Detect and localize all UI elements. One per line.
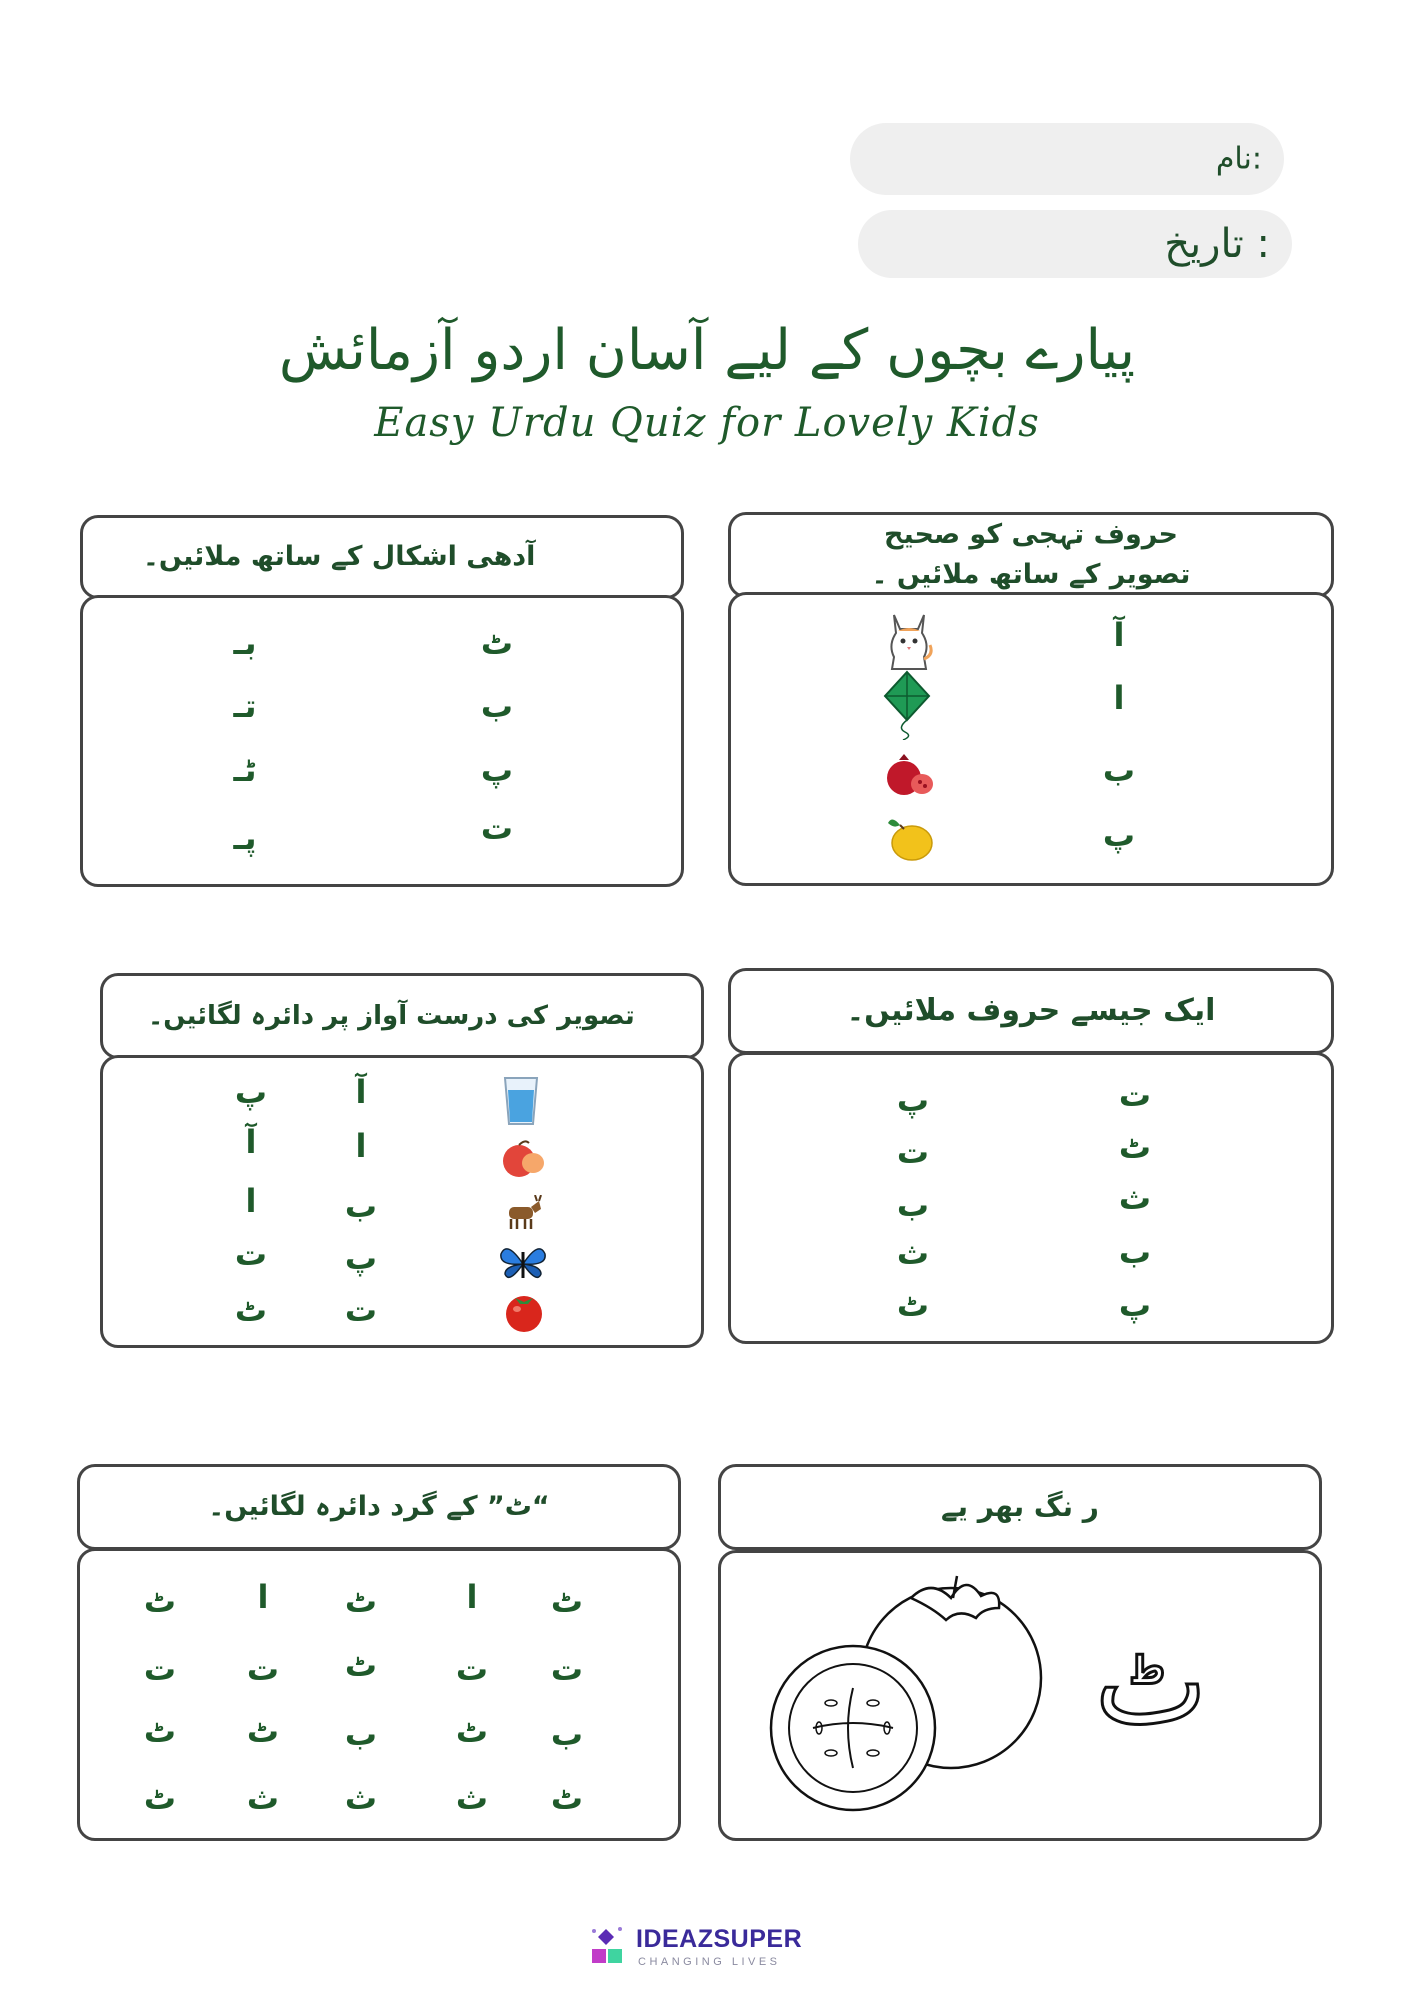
sound-circle-header bbox=[100, 973, 704, 1059]
grid-letter[interactable]: ٹ bbox=[550, 1582, 584, 1620]
letter: بـ bbox=[233, 624, 257, 662]
option-letter[interactable]: آ bbox=[355, 1073, 367, 1111]
grid-letter[interactable]: ت bbox=[455, 1650, 489, 1688]
half-shapes-heading: آدھی اشکال کے ساتھ ملائیں۔ bbox=[143, 541, 536, 572]
circle-tay-box bbox=[77, 1548, 681, 1841]
option-letter[interactable]: ٹ bbox=[234, 1291, 268, 1329]
grid-letter[interactable]: ٹ bbox=[246, 1712, 280, 1750]
peach-icon bbox=[499, 1137, 547, 1179]
letter: پ bbox=[1102, 816, 1136, 854]
letter: ت bbox=[480, 809, 514, 847]
option-letter[interactable]: ت bbox=[234, 1235, 268, 1273]
sound-circle-heading: تصویر کی درست آواز پر دائرہ لگائیں۔ bbox=[148, 1001, 635, 1031]
letter: تـ bbox=[233, 687, 257, 725]
letter: ت bbox=[1118, 1076, 1152, 1114]
date-field[interactable] bbox=[858, 210, 1292, 278]
letter: ب bbox=[896, 1186, 930, 1224]
letter: ا bbox=[1113, 679, 1125, 717]
letter: ث bbox=[1118, 1179, 1152, 1217]
grid-letter[interactable]: ٹ bbox=[143, 1779, 177, 1817]
option-letter[interactable]: ت bbox=[344, 1291, 378, 1329]
letter: پ bbox=[1118, 1286, 1152, 1324]
half-shapes-header bbox=[80, 515, 684, 599]
match-picture-header bbox=[728, 512, 1334, 598]
name-field[interactable] bbox=[850, 123, 1284, 195]
option-letter[interactable]: ب bbox=[344, 1187, 378, 1225]
option-letter[interactable]: پ bbox=[344, 1239, 378, 1277]
letter: آ bbox=[1113, 616, 1125, 654]
grid-letter[interactable]: ا bbox=[466, 1578, 478, 1616]
option-letter[interactable]: ا bbox=[245, 1182, 257, 1220]
letter: ب bbox=[480, 687, 514, 725]
half-shapes-box bbox=[80, 595, 684, 887]
letter: پ bbox=[480, 751, 514, 789]
grid-letter[interactable]: ٹ bbox=[344, 1646, 378, 1684]
tomato-icon bbox=[501, 1289, 547, 1333]
outline-letter[interactable]: ٹ bbox=[1094, 1613, 1208, 1753]
letter: پ bbox=[896, 1081, 930, 1119]
grid-letter[interactable]: ث bbox=[344, 1779, 378, 1817]
same-letters-header bbox=[728, 968, 1334, 1054]
letter: ٹ bbox=[896, 1286, 930, 1324]
color-fill-header bbox=[718, 1464, 1322, 1550]
grid-letter[interactable]: ب bbox=[550, 1715, 584, 1753]
date-label: تاریخ : bbox=[1164, 221, 1270, 267]
page-title: پیارے بچوں کے لیے آسان اردو آزمائش bbox=[278, 318, 1136, 383]
same-letters-heading: ایک جیسے حروف ملائیں۔ bbox=[846, 993, 1216, 1028]
grid-letter[interactable]: ٹ bbox=[344, 1582, 378, 1620]
grid-letter[interactable]: ب bbox=[344, 1715, 378, 1753]
grid-letter[interactable]: ث bbox=[455, 1779, 489, 1817]
option-letter[interactable]: آ bbox=[245, 1123, 257, 1161]
letter: ت bbox=[896, 1133, 930, 1171]
water-glass-icon bbox=[501, 1076, 541, 1126]
letter: ٹ bbox=[480, 624, 514, 662]
option-letter[interactable]: پ bbox=[234, 1073, 268, 1111]
circle-tay-header bbox=[77, 1464, 681, 1550]
option-letter[interactable]: ا bbox=[355, 1127, 367, 1165]
color-fill-heading: ر نگ بھر یے bbox=[941, 1490, 1099, 1523]
page-subtitle: Easy Urdu Quiz for Lovely Kids bbox=[374, 400, 1040, 446]
grid-letter[interactable]: ت bbox=[246, 1650, 280, 1688]
grid-letter[interactable]: ت bbox=[550, 1650, 584, 1688]
mango-icon bbox=[884, 811, 938, 865]
grid-letter[interactable]: ٹ bbox=[143, 1582, 177, 1620]
tomato-outline-icon[interactable] bbox=[761, 1568, 1051, 1818]
color-fill-box bbox=[718, 1550, 1322, 1841]
brand-logo bbox=[588, 1925, 828, 1973]
grid-letter[interactable]: ا bbox=[257, 1578, 269, 1616]
letter: ٹ bbox=[1118, 1128, 1152, 1166]
grid-letter[interactable]: ٹ bbox=[455, 1712, 489, 1750]
letter: ٹـ bbox=[233, 751, 257, 789]
kite-icon bbox=[877, 670, 937, 740]
match-picture-box bbox=[728, 592, 1334, 886]
pomegranate-icon bbox=[882, 752, 936, 798]
goat-icon bbox=[501, 1195, 545, 1231]
circle-tay-heading: “ٹ” کے گرد دائرہ لگائیں۔ bbox=[208, 1491, 550, 1522]
match-picture-heading: حروف تہجی کو صحیح تصویر کے ساتھ ملائیں ۔ bbox=[871, 519, 1191, 590]
same-letters-box bbox=[728, 1052, 1334, 1344]
grid-letter[interactable]: ٹ bbox=[143, 1712, 177, 1750]
butterfly-icon bbox=[499, 1244, 547, 1284]
cat-icon bbox=[884, 609, 934, 671]
letter: ب bbox=[1102, 751, 1136, 789]
name-label: نام: bbox=[1215, 141, 1262, 177]
letter: ب bbox=[1118, 1233, 1152, 1271]
letter: ث bbox=[896, 1234, 930, 1272]
grid-letter[interactable]: ت bbox=[143, 1650, 177, 1688]
letter: پـ bbox=[233, 819, 257, 857]
sound-circle-box bbox=[100, 1055, 704, 1348]
brand-tagline: CHANGING LIVES bbox=[638, 1956, 781, 1968]
grid-letter[interactable]: ث bbox=[246, 1779, 280, 1817]
brand-name: IDEAZSUPER bbox=[636, 1925, 803, 1953]
logo-mark-icon bbox=[588, 1925, 628, 1969]
grid-letter[interactable]: ٹ bbox=[550, 1779, 584, 1817]
